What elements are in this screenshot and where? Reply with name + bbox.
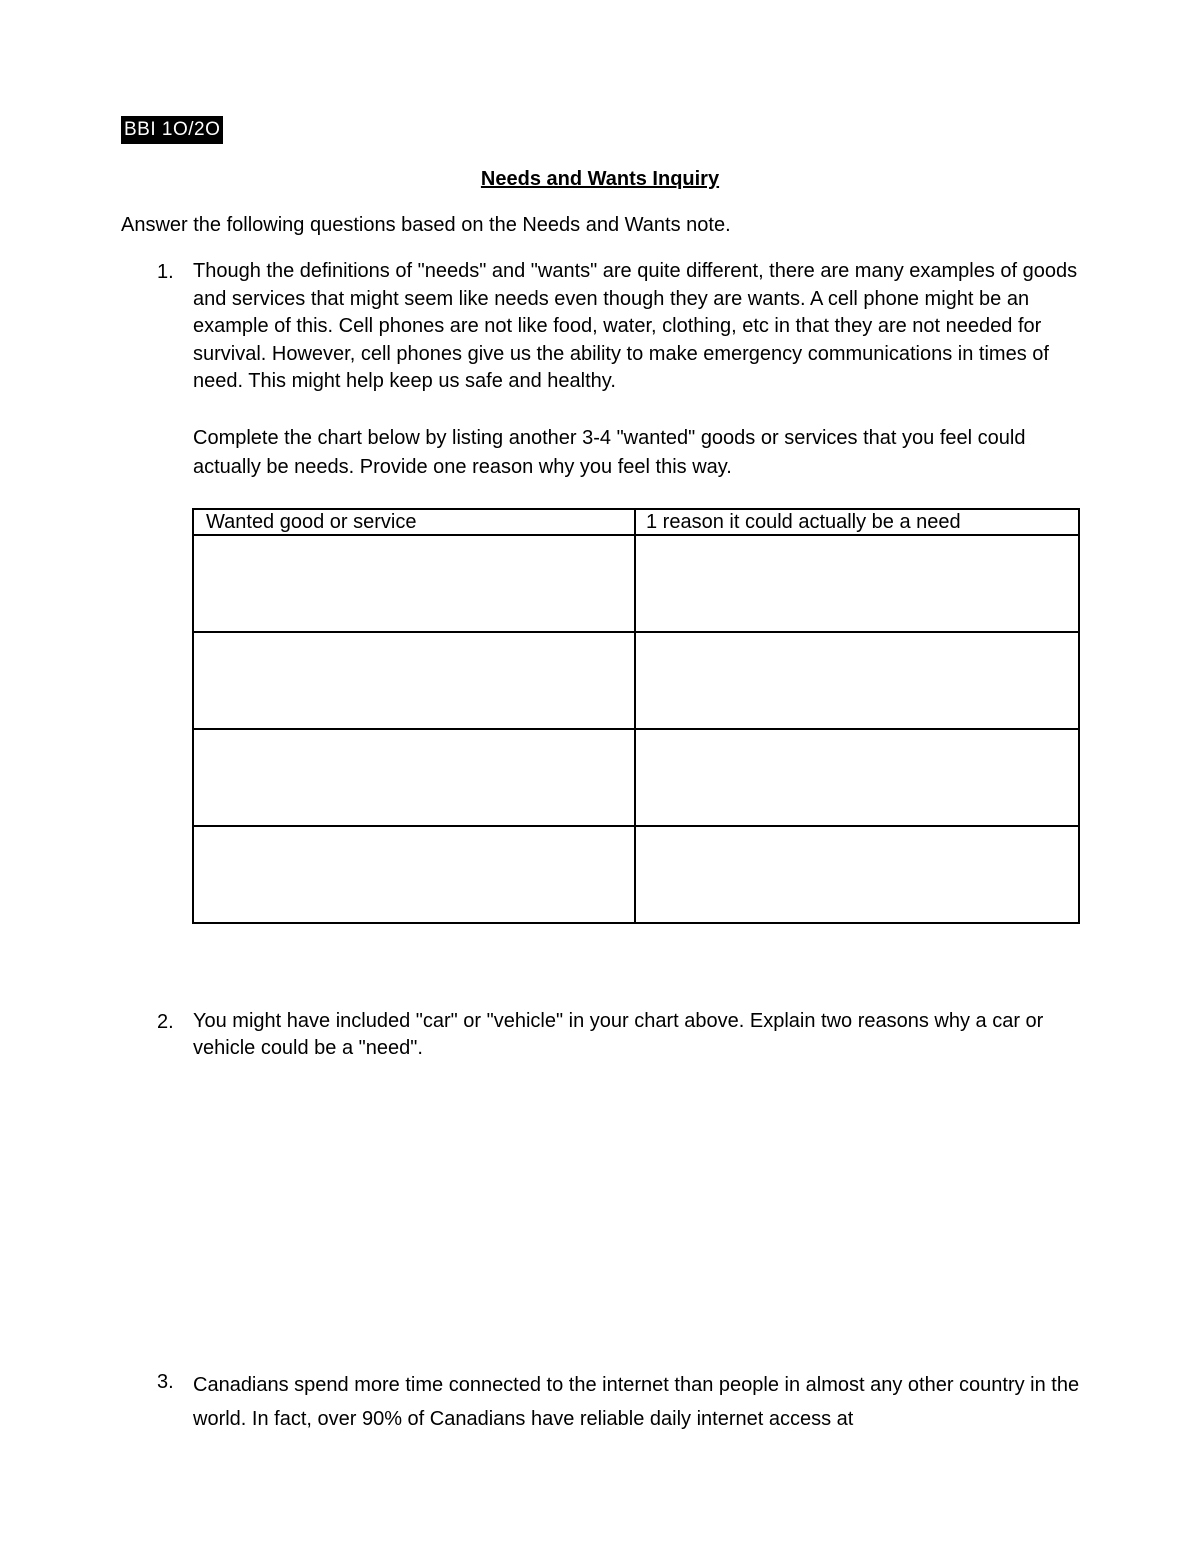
chart-cell-reason[interactable]: [635, 826, 1079, 923]
chart-cell-wanted[interactable]: [193, 826, 635, 923]
question-number: 2.: [157, 1011, 174, 1033]
chart-row: [193, 729, 1079, 826]
chart-cell-wanted[interactable]: [193, 729, 635, 826]
page-title: Needs and Wants Inquiry: [480, 168, 720, 190]
question-text: [193, 258, 1093, 396]
course-code: BBI 1O/2O: [121, 116, 223, 144]
question-text: You might have included "car" or "vehicle" in your chart above. Explain two reasons why a car or vehicle could be a "need".: [193, 1010, 1044, 1059]
chart-cell-wanted[interactable]: [193, 535, 635, 632]
needs-chart: [192, 508, 1080, 924]
instructions: Answer the following questions based on the Needs and Wants note.: [121, 214, 731, 236]
question-text: Canadians spend more time connected to the internet than people in almost any other country in the world. In fact, over 90% of Canadians have reliable daily internet access at: [193, 1374, 1080, 1430]
question-number: 1.: [157, 261, 174, 283]
chart-header-reason: 1 reason it could actually be a need: [635, 509, 1079, 535]
chart-row: [193, 632, 1079, 729]
chart-cell-reason[interactable]: [635, 632, 1079, 729]
chart-cell-wanted[interactable]: [193, 632, 635, 729]
chart-cell-reason[interactable]: [635, 535, 1079, 632]
chart-instructions: Complete the chart below by listing another 3-4 "wanted" goods or services that you feel could actually be needs. Provide one reason why you feel this way.: [193, 427, 1026, 478]
question-number: 3.: [157, 1371, 174, 1393]
chart-header-wanted: Wanted good or service: [193, 509, 635, 535]
chart-cell-reason[interactable]: [635, 729, 1079, 826]
chart-row: [193, 826, 1079, 923]
chart-row: [193, 535, 1079, 632]
chart-header-row: [193, 509, 1079, 535]
question-paragraph: Though the definitions of "needs" and "wants" are quite different, there are many examples of goods and services that might seem like needs even though they are wants. A cell phone might be an example of this. Cell phones are not like food, water, clothing, etc in that they are not needed for survival. However, cell phones give us the ability to make emergency communications in times of need. This might help keep us safe and healthy.: [193, 260, 1078, 392]
